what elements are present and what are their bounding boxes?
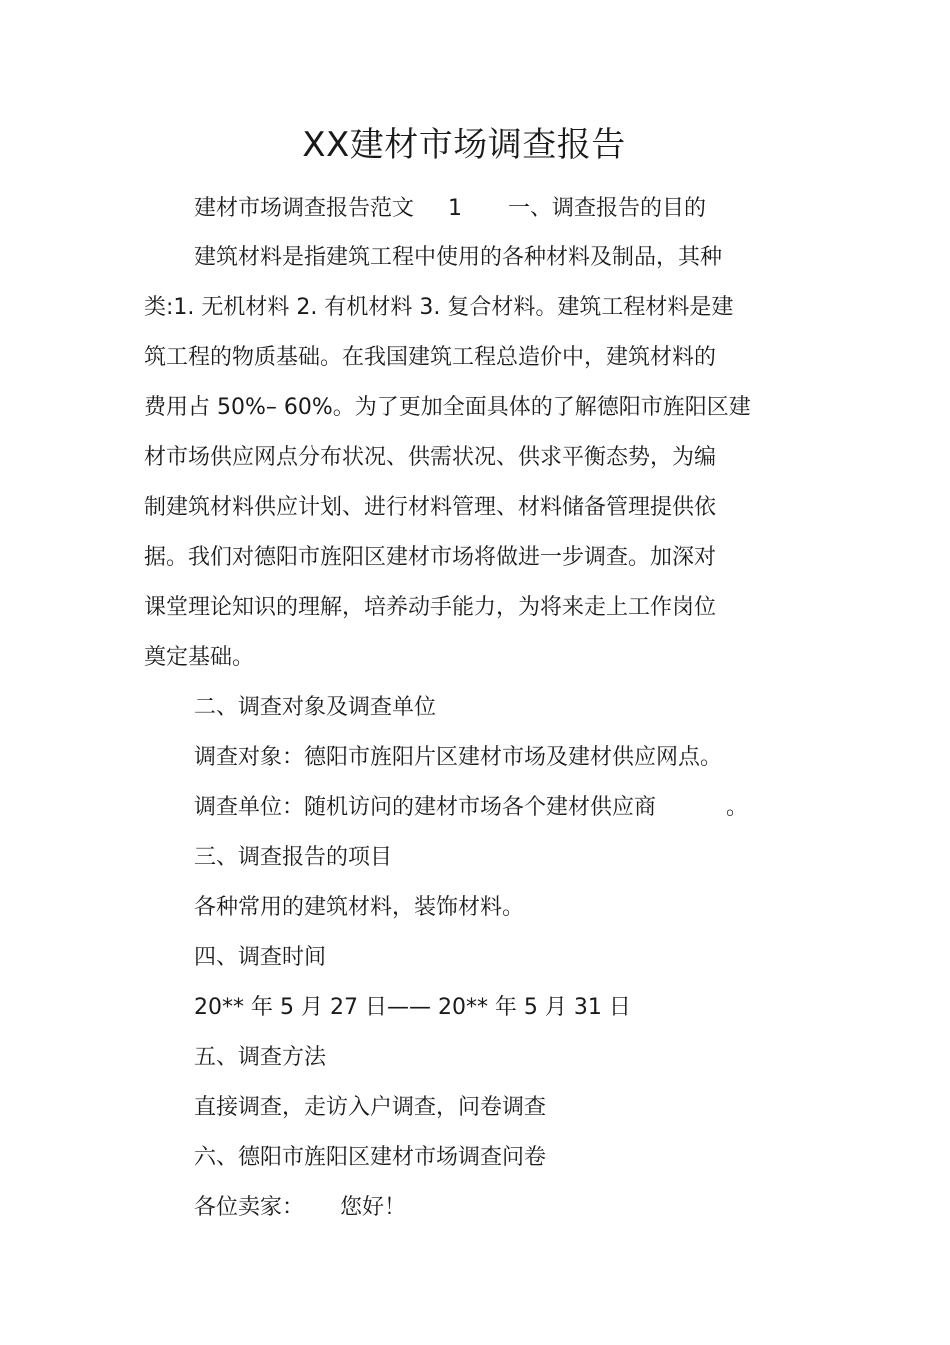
paragraph-line: 费用占 50%– 60%。为了更加全面具体的了解德阳市旌阳区建	[144, 395, 751, 420]
paragraph-line: 制建筑材料供应计划、进行材料管理、材料储备管理提供依	[144, 495, 717, 520]
section4-content: 20** 年 5 月 27 日—— 20** 年 5 月 31 日	[194, 995, 631, 1020]
section3-content: 各种常用的建筑材料，装饰材料。	[194, 895, 525, 920]
greeting-line	[194, 1193, 406, 1223]
survey-unit-line	[194, 793, 748, 823]
greeting-text: 您好！	[340, 1195, 407, 1220]
intro-line	[194, 194, 706, 224]
section6-heading: 六、德阳市旌阳区建材市场调查问卷	[194, 1145, 547, 1170]
paragraph-line: 建筑材料是指建筑工程中使用的各种材料及制品，其种	[194, 245, 723, 270]
survey-unit-text: 调查单位：随机访问的建材市场各个建材供应商	[194, 795, 657, 820]
paragraph-line: 类:1. 无机材料 2. 有机材料 3. 复合材料。建筑工程材料是建	[144, 295, 734, 320]
greeting-to: 各位卖家：	[194, 1195, 305, 1220]
section1-heading: 一、调查报告的目的	[508, 196, 707, 221]
section3-heading: 三、调查报告的项目	[194, 845, 393, 870]
survey-unit-end: 。	[726, 795, 749, 820]
paragraph-line: 材市场供应网点分布状况、供需状况、供求平衡态势，为编	[144, 445, 717, 470]
intro-number: 1	[448, 196, 463, 221]
section4-heading: 四、调查时间	[194, 945, 327, 970]
document-title: XX建材市场调查报告	[302, 125, 626, 165]
intro-label: 建材市场调查报告范文	[194, 196, 415, 221]
survey-object-line: 调查对象：德阳市旌阳片区建材市场及建材供应网点。	[194, 745, 723, 770]
paragraph-line: 据。我们对德阳市旌阳区建材市场将做进一步调查。加深对	[144, 545, 717, 570]
paragraph-line: 筑工程的物质基础。在我国建筑工程总造价中，建筑材料的	[144, 345, 717, 370]
section5-heading: 五、调查方法	[194, 1045, 327, 1070]
paragraph-line: 课堂理论知识的理解，培养动手能力，为将来走上工作岗位	[144, 595, 717, 620]
section2-heading: 二、调查对象及调查单位	[194, 695, 437, 720]
paragraph-line: 奠定基础。	[144, 645, 255, 670]
section5-content: 直接调查，走访入户调查，问卷调查	[194, 1095, 547, 1120]
